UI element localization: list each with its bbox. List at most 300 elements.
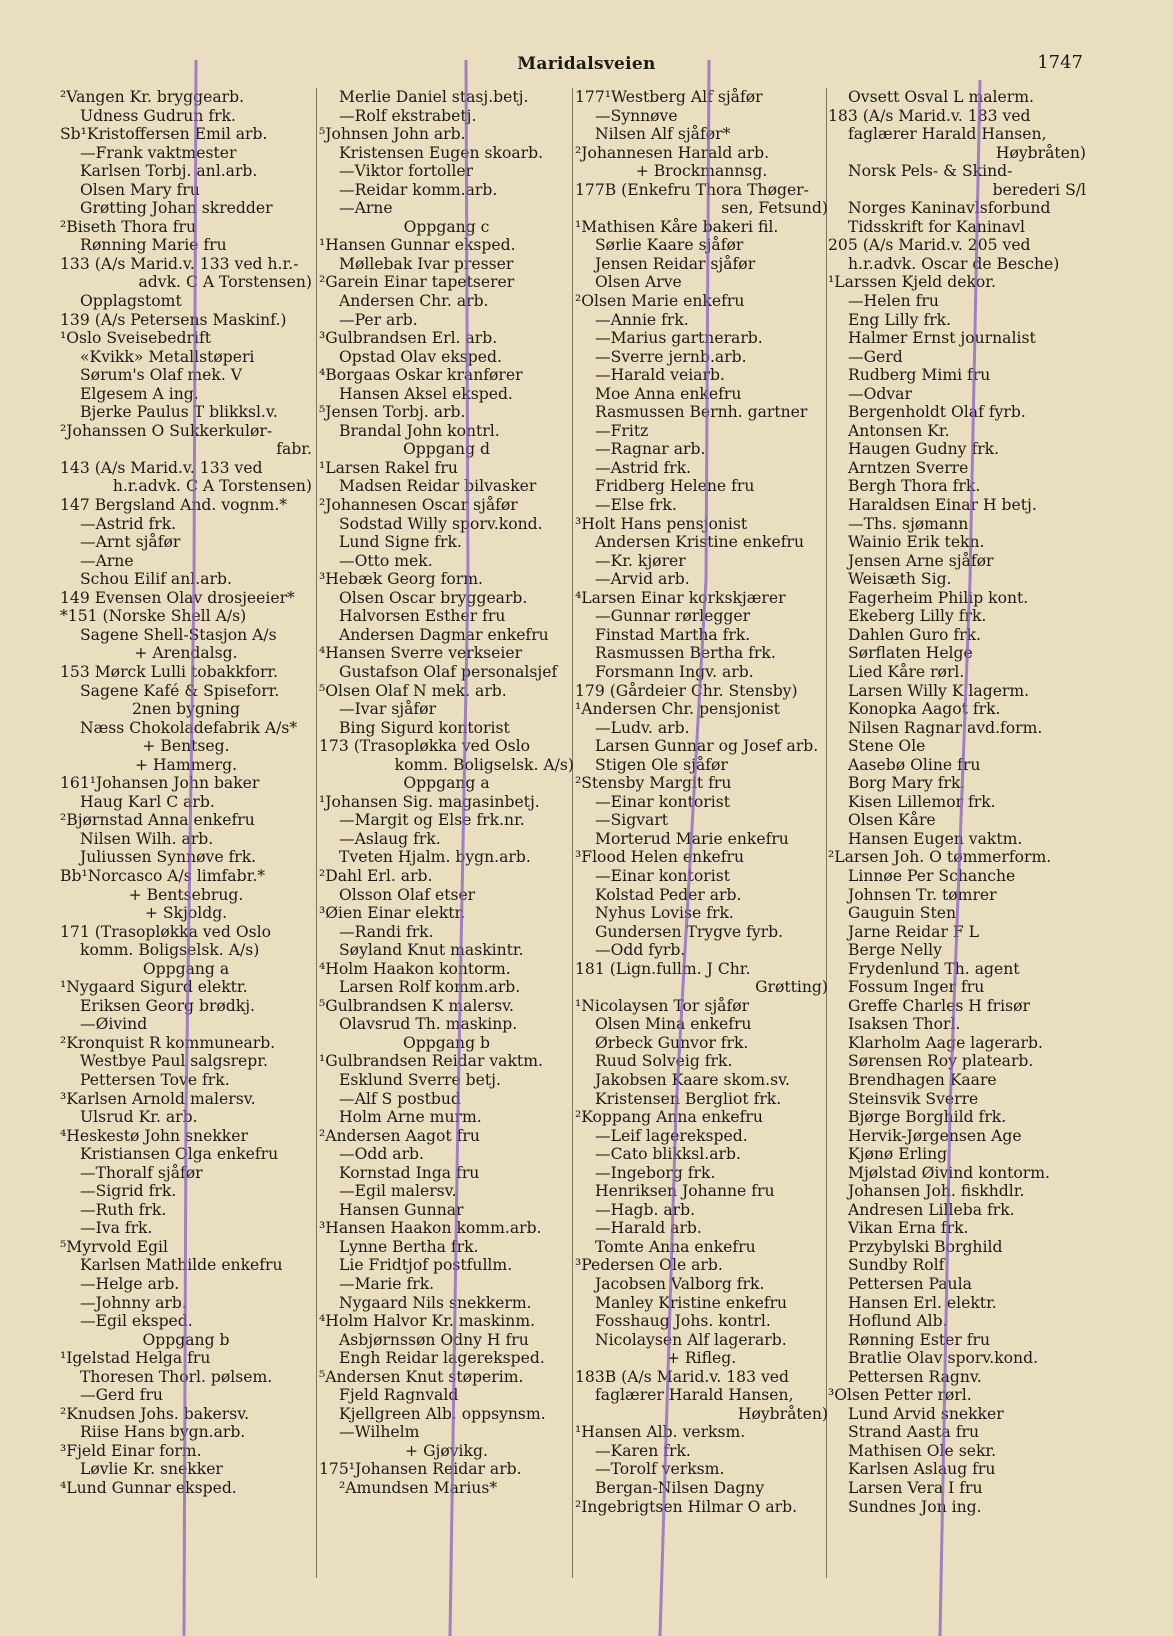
- directory-entry: —Annie frk.: [595, 310, 689, 329]
- directory-entry: ³Hansen Haakon komm.arb.: [319, 1219, 542, 1238]
- column-rule: [316, 88, 317, 1578]
- directory-entry: Borg Mary frk.: [848, 774, 966, 793]
- directory-entry: —Otto mek.: [339, 551, 433, 570]
- directory-entry: Elgesem A ing.: [80, 384, 199, 403]
- directory-entry: 147 Bergsland And. vognm.*: [60, 496, 288, 515]
- directory-entry: Riise Hans bygn.arb.: [80, 1423, 246, 1442]
- directory-entry: Oppgang d: [403, 440, 490, 459]
- directory-entry: Tidsskrift for Kaninavl: [848, 217, 1025, 236]
- directory-entry: ²Johanssen O Sukkerkulør-: [60, 421, 273, 440]
- directory-entry: Søyland Knut maskintr.: [339, 941, 524, 960]
- directory-entry: —Ingeborg frk.: [595, 1163, 716, 1182]
- directory-entry: Høybråten): [737, 1404, 828, 1423]
- directory-entry: Næss Chokoladefabrik A/s*: [80, 718, 298, 737]
- directory-entry: ²Koppang Anna enkefru: [575, 1108, 763, 1127]
- directory-entry: Jakobsen Kaare skom.sv.: [595, 1070, 790, 1089]
- directory-entry: ⁵Gulbrandsen K malersv.: [319, 996, 515, 1015]
- directory-entry: Nilsen Wilh. arb.: [80, 829, 214, 848]
- directory-entry: Weisæth Sig.: [848, 570, 952, 589]
- directory-entry: —Helge arb.: [80, 1275, 180, 1293]
- directory-entry: ¹Hansen Alb. verksm.: [575, 1423, 746, 1442]
- directory-entry: 171 (Trasopløkka ved Oslo: [60, 922, 271, 941]
- directory-entry: Opstad Olav eksped.: [339, 347, 502, 366]
- directory-entry: —Ths. sjømann: [848, 514, 969, 533]
- directory-entry: advk. C A Torstensen): [138, 273, 312, 292]
- directory-entry: Frydenlund Th. agent: [848, 959, 1020, 978]
- directory-entry: Brendhagen Kaare: [848, 1070, 997, 1089]
- directory-entry: —Viktor fortoller: [339, 162, 474, 181]
- directory-entry: Przybylski Borghild: [848, 1237, 1003, 1256]
- directory-entry: Kisen Lillemor frk.: [848, 792, 996, 811]
- directory-entry: ²Dahl Erl. arb.: [319, 866, 433, 885]
- directory-entry: Gauguin Sten: [848, 904, 957, 923]
- directory-entry: h.r.advk. C A Torstensen): [112, 477, 312, 496]
- directory-entry: —Cato blikksl.arb.: [595, 1145, 741, 1164]
- directory-entry: Lund Arvid snekker: [848, 1404, 1004, 1423]
- directory-entry: ³Hebæk Georg form.: [319, 570, 483, 589]
- directory-entry: Kristiansen Olga enkefru: [80, 1145, 279, 1164]
- street-title: Maridalsveien: [517, 54, 656, 74]
- directory-entry: Bb¹Norcasco A/s limfabr.*: [60, 866, 266, 885]
- directory-entry: fabr.: [276, 440, 312, 459]
- directory-entry: —Frank vaktmester: [80, 143, 237, 162]
- directory-entry: Esklund Sverre betj.: [339, 1070, 501, 1089]
- directory-entry: Rasmussen Bertha frk.: [595, 644, 776, 663]
- directory-entry: Nyhus Lovise frk.: [595, 904, 734, 923]
- directory-entry: —Per arb.: [339, 310, 418, 329]
- directory-entry: —Astrid frk.: [80, 514, 177, 533]
- directory-entry: Bing Sigurd kontorist: [339, 718, 510, 737]
- directory-entry: ³Øien Einar elektr.: [319, 904, 466, 923]
- directory-entry: 139 (A/s Petersens Maskinf.): [60, 310, 287, 329]
- directory-entry: ²Larsen Joh. O tømmerform.: [828, 848, 1052, 867]
- directory-entry: Høybråten): [995, 143, 1086, 162]
- directory-entry: Strand Aasta fru: [848, 1423, 980, 1442]
- directory-entry: Løvlie Kr. snekker: [80, 1460, 223, 1479]
- directory-entry: —Iva frk.: [80, 1219, 153, 1238]
- directory-entry: Bratlie Olav sporv.kond.: [848, 1349, 1039, 1368]
- directory-entry: —Odvar: [848, 384, 912, 403]
- directory-entry: «Kvikk» Metallstøperi: [80, 347, 255, 366]
- directory-entry: Udness Gudrun frk.: [80, 106, 236, 125]
- directory-entry: + Rifleg.: [666, 1349, 737, 1368]
- directory-entry: ²Amundsen Marius*: [339, 1479, 498, 1498]
- directory-entry: Bjørge Borghild frk.: [848, 1108, 1007, 1127]
- directory-entry: —Einar kontorist: [595, 792, 730, 811]
- directory-entry: Nilsen Alf sjåfør*: [595, 125, 731, 144]
- directory-entry: Olsen Oscar bryggearb.: [339, 588, 528, 607]
- directory-entry: + Brockmannsg.: [635, 162, 768, 181]
- directory-entry: ⁴Borgaas Oskar kranfører: [319, 366, 523, 385]
- directory-entry: Jarne Reidar F L: [848, 922, 980, 941]
- column-2: [319, 88, 574, 1498]
- directory-entry: Oppgang b: [142, 1330, 230, 1349]
- directory-entry: komm. Boligselsk. A/s): [80, 941, 260, 960]
- directory-entry: Sundby Rolf: [848, 1256, 945, 1275]
- directory-entry: Fossum Inger fru: [848, 978, 985, 997]
- directory-entry: —Helen fru: [848, 292, 939, 311]
- directory-entry: ¹Hansen Gunnar eksped.: [319, 236, 516, 255]
- directory-entry: Halmer Ernst journalist: [848, 329, 1036, 348]
- directory-entry: —Thoralf sjåfør: [80, 1163, 203, 1182]
- directory-entry: Andersen Chr. arb.: [339, 292, 489, 311]
- directory-entry: ²Vangen Kr. bryggearb.: [60, 88, 245, 106]
- directory-entry: Tveten Hjalm. bygn.arb.: [339, 848, 531, 867]
- directory-entry: 161¹Johansen John baker: [60, 774, 260, 793]
- directory-entry: —Wilhelm: [339, 1423, 420, 1442]
- directory-entry: faglærer Harald Hansen,: [848, 125, 1047, 144]
- directory-entry: Sørflaten Helge: [848, 644, 973, 663]
- directory-entry: Aasebø Oline fru: [848, 755, 981, 774]
- directory-entry: —Gerd: [848, 347, 903, 366]
- directory-entry: —Arne: [80, 551, 134, 570]
- directory-entry: Olsson Olaf etser: [339, 885, 476, 904]
- directory-entry: 143 (A/s Marid.v. 133 ved: [60, 458, 263, 477]
- directory-entry: —Gerd fru: [80, 1386, 163, 1405]
- directory-entry: ¹Gulbrandsen Reidar vaktm.: [319, 1052, 543, 1071]
- directory-entry: Gustafson Olaf personalsjef: [339, 662, 558, 681]
- directory-entry: ²Ingebrigtsen Hilmar O arb.: [575, 1497, 798, 1516]
- directory-entry: Larsen Willy K lagerm.: [848, 681, 1030, 700]
- directory-entry: Ørbeck Gunvor frk.: [595, 1033, 749, 1052]
- directory-entry: —Leif lagereksped.: [595, 1126, 748, 1145]
- directory-entry: Finstad Martha frk.: [595, 625, 751, 644]
- directory-entry: Johnsen Tr. tømrer: [848, 885, 997, 904]
- directory-entry: 177¹Westberg Alf sjåfør: [575, 88, 763, 106]
- directory-entry: Juliussen Synnøve frk.: [80, 848, 257, 867]
- directory-entry: sen, Fetsund): [721, 199, 828, 218]
- directory-entry: —Egil eksped.: [80, 1312, 193, 1331]
- directory-entry: ²Biseth Thora fru: [60, 217, 197, 236]
- directory-entry: Sagene Shell-Stasjon A/s: [80, 625, 277, 644]
- directory-entry: ³Flood Helen enkefru: [575, 848, 745, 867]
- directory-entry: ⁵Myrvold Egil: [60, 1237, 168, 1256]
- directory-entry: —Øivind: [80, 1015, 148, 1034]
- directory-entry: Sørensen Roy platearb.: [848, 1052, 1034, 1071]
- directory-entry: ⁵Andersen Knut støperim.: [319, 1367, 524, 1386]
- directory-entry: Hervik-Jørgensen Age: [848, 1126, 1022, 1145]
- directory-entry: Bergenholdt Olaf fyrb.: [848, 403, 1026, 422]
- directory-entry: —Reidar komm.arb.: [339, 180, 498, 199]
- directory-entry: Jacobsen Valborg frk.: [595, 1275, 765, 1293]
- directory-entry: —Karen frk.: [595, 1441, 691, 1460]
- directory-entry: ¹Andersen Chr. pensjonist: [575, 700, 780, 719]
- directory-entry: —Sigrid frk.: [80, 1182, 177, 1201]
- directory-entry: —Rolf ekstrabetj.: [339, 106, 477, 125]
- directory-entry: Andersen Dagmar enkefru: [339, 625, 549, 644]
- directory-entry: —Synnøve: [595, 106, 678, 125]
- directory-entry: Jensen Arne sjåfør: [848, 551, 994, 570]
- directory-entry: —Gunnar rørlegger: [595, 607, 751, 626]
- directory-entry: 153 Mørck Lulli tobakkforr.: [60, 662, 279, 681]
- directory-entry: 183 (A/s Marid.v. 183 ved: [828, 106, 1031, 125]
- directory-entry: Konopka Aagot frk.: [848, 700, 1001, 719]
- directory-entry: ³Pedersen Ole arb.: [575, 1256, 723, 1275]
- directory-entry: Steinsvik Sverre: [848, 1089, 979, 1108]
- directory-entry: 181 (Lign.fullm. J Chr.: [575, 959, 751, 978]
- directory-entry: Rønning Marie fru: [80, 236, 227, 255]
- directory-entry: Moe Anna enkefru: [595, 384, 742, 403]
- directory-entry: —Ivar sjåfør: [339, 700, 437, 719]
- directory-entry: ¹Oslo Sveisebedrift: [60, 329, 211, 348]
- directory-entry: Bergan-Nilsen Dagny: [595, 1479, 765, 1498]
- directory-entry: Jensen Reidar sjåfør: [595, 254, 756, 273]
- directory-entry: Westbye Paul salgsrepr.: [80, 1052, 268, 1071]
- directory-entry: ¹Larsen Rakel fru: [319, 458, 458, 477]
- directory-entry: —Margit og Else frk.nr.: [339, 811, 525, 830]
- directory-entry: Bergh Thora frk.: [848, 477, 981, 496]
- directory-entry: —Torolf verksm.: [595, 1460, 725, 1479]
- directory-entry: ¹Nicolaysen Tor sjåfør: [575, 996, 750, 1015]
- directory-entry: Rønning Ester fru: [848, 1330, 991, 1349]
- directory-entry: Oppgang c: [403, 217, 490, 236]
- directory-entry: Engh Reidar lagereksped.: [339, 1349, 545, 1368]
- directory-entry: Schou Eilif anl.arb.: [80, 570, 232, 589]
- directory-entry: Eng Lilly frk.: [848, 310, 952, 329]
- directory-entry: Lied Kåre rørl.: [848, 662, 965, 681]
- directory-entry: Ulsrud Kr. arb.: [80, 1108, 198, 1127]
- directory-entry: ⁴Lund Gunnar eksped.: [60, 1479, 237, 1498]
- directory-entry: —Ragnar arb.: [595, 440, 706, 459]
- directory-entry: —Einar kontorist: [595, 866, 730, 885]
- directory-entry: Grøtting Johan skredder: [80, 199, 273, 218]
- directory-entry: Stigen Ole sjåfør: [595, 755, 728, 774]
- directory-entry: ³Fjeld Einar form.: [60, 1441, 202, 1460]
- directory-entry: Hansen Eugen vaktm.: [848, 829, 1023, 848]
- directory-entry: Andersen Kristine enkefru: [595, 533, 804, 552]
- directory-entry: Pettersen Paula: [848, 1275, 972, 1293]
- directory-entry: —Hagb. arb.: [595, 1200, 696, 1219]
- directory-entry: 177B (Enkefru Thora Thøger-: [575, 180, 809, 199]
- directory-entry: Grøtting): [755, 978, 828, 997]
- directory-entry: 175¹Johansen Reidar arb.: [319, 1460, 522, 1479]
- directory-entry: Kristensen Bergliot frk.: [595, 1089, 782, 1108]
- directory-entry: + Hammerg.: [134, 755, 238, 774]
- directory-entry: Johansen Joh. fiskhdlr.: [848, 1182, 1025, 1201]
- directory-entry: —Fritz: [595, 421, 649, 440]
- directory-entry: —Marie frk.: [339, 1275, 435, 1293]
- directory-entry: Oppgang b: [403, 1033, 490, 1052]
- column-1: [60, 88, 312, 1498]
- directory-entry: Fjeld Ragnvald: [339, 1386, 459, 1405]
- directory-entry: ²Garein Einar tapetserer: [319, 273, 515, 292]
- directory-entry: + Gjøvikg.: [405, 1441, 488, 1460]
- directory-entry: Kristensen Eugen skoarb.: [339, 143, 544, 162]
- directory-entry: ²Stensby Margit fru: [575, 774, 732, 793]
- directory-entry: Kjellgreen Alb. oppsynsm.: [339, 1404, 546, 1423]
- directory-entry: Olsen Kåre: [848, 811, 936, 830]
- directory-entry: ⁵Jensen Torbj. arb.: [319, 403, 466, 422]
- directory-entry: Ekeberg Lilly frk.: [848, 607, 987, 626]
- directory-entry: 205 (A/s Marid.v. 205 ved: [828, 236, 1031, 255]
- directory-entry: Vikan Erna frk.: [848, 1219, 969, 1238]
- directory-entry: —Aslaug frk.: [339, 829, 441, 848]
- page-number: 1747: [1037, 52, 1083, 73]
- directory-entry: —Arvid arb.: [595, 570, 690, 589]
- directory-entry: Nygaard Nils snekkerm.: [339, 1293, 532, 1312]
- directory-entry: 133 (A/s Marid.v. 133 ved h.r.-: [60, 254, 299, 273]
- directory-entry: Halvorsen Esther fru: [339, 607, 506, 626]
- directory-entry: Wainio Erik tekn.: [848, 533, 985, 552]
- directory-entry: Tomte Anna enkefru: [595, 1237, 756, 1256]
- directory-entry: ¹Nygaard Sigurd elektr.: [60, 978, 248, 997]
- directory-entry: Norges Kaninavlsforbund: [848, 199, 1051, 218]
- directory-entry: ⁴Larsen Einar korkskjærer: [575, 588, 786, 607]
- directory-entry: ³Karlsen Arnold malersv.: [60, 1089, 256, 1108]
- directory-entry: Antonsen Kr.: [848, 421, 950, 440]
- directory-entry: 149 Evensen Olav drosjeeier*: [60, 588, 295, 607]
- directory-entry: —Sigvart: [595, 811, 669, 830]
- directory-entry: ⁴Hansen Sverre verkseier: [319, 644, 523, 663]
- directory-entry: Morterud Marie enkefru: [595, 829, 789, 848]
- directory-entry: Norsk Pels- & Skind-: [848, 162, 1013, 181]
- directory-entry: Greffe Charles H frisør: [848, 996, 1030, 1015]
- directory-entry: + Bentseg.: [142, 737, 230, 756]
- directory-entry: Linnøe Per Schanche: [848, 866, 1016, 885]
- directory-entry: Rasmussen Bernh. gartner: [595, 403, 808, 422]
- directory-entry: Karlsen Aslaug fru: [848, 1460, 996, 1479]
- directory-entry: —Harald veiarb.: [595, 366, 725, 385]
- directory-entry: ²Knudsen Johs. bakersv.: [60, 1404, 250, 1423]
- directory-entry: —Marius gartnerarb.: [595, 329, 763, 348]
- directory-entry: faglærer Harald Hansen,: [595, 1386, 794, 1405]
- directory-entry: Haraldsen Einar H betj.: [848, 496, 1037, 515]
- directory-entry: ⁴Heskestø John snekker: [60, 1126, 248, 1145]
- directory-entry: ¹Igelstad Helga fru: [60, 1349, 211, 1368]
- directory-entry: Larsen Gunnar og Josef arb.: [595, 737, 819, 756]
- directory-entry: 179 (Gårdeier Chr. Stensby): [575, 681, 798, 700]
- directory-entry: 173 (Trasopløkka ved Oslo: [319, 737, 530, 756]
- directory-entry: —Johnny arb.: [80, 1293, 187, 1312]
- directory-entry: Kornstad Inga fru: [339, 1163, 480, 1182]
- directory-entry: Fagerheim Philip kont.: [848, 588, 1029, 607]
- directory-entry: Andresen Lilleba frk.: [848, 1200, 1015, 1219]
- directory-entry: —Arnt sjåfør: [80, 533, 181, 552]
- directory-entry: Gundersen Trygve fyrb.: [595, 922, 784, 941]
- directory-entry: Sb¹Kristoffersen Emil arb.: [60, 125, 268, 144]
- directory-entry: —Astrid frk.: [595, 458, 692, 477]
- directory-entry: ³Olsen Petter rørl.: [828, 1386, 972, 1405]
- directory-entry: Dahlen Guro frk.: [848, 625, 981, 644]
- directory-entry: Sagene Kafé & Spiseforr.: [80, 681, 280, 700]
- directory-entry: Hansen Erl. elektr.: [848, 1293, 997, 1312]
- directory-entry: Madsen Reidar bilvasker: [339, 477, 537, 496]
- directory-entry: Ovsett Osval L malerm.: [848, 88, 1034, 106]
- directory-entry: ²Olsen Marie enkefru: [575, 292, 745, 311]
- directory-entry: ⁵Olsen Olaf N mek. arb.: [319, 681, 507, 700]
- directory-entry: Fosshaug Johs. kontrl.: [595, 1312, 771, 1331]
- page-header: [0, 52, 1173, 80]
- directory-entry: berederi S/l: [992, 180, 1086, 199]
- directory-entry: + Arendalsg.: [134, 644, 238, 663]
- directory-entry: Larsen Rolf komm.arb.: [339, 978, 521, 997]
- directory-entry: —Randi frk.: [339, 922, 434, 941]
- directory-entry: Olavsrud Th. maskinp.: [339, 1015, 518, 1034]
- directory-entry: —Egil malersv.: [339, 1182, 457, 1201]
- directory-entry: Manley Kristine enkefru: [595, 1293, 788, 1312]
- directory-entry: Larsen Vera I fru: [848, 1479, 983, 1498]
- directory-entry: Asbjørnssøn Odny H fru: [339, 1330, 529, 1349]
- directory-entry: Oppgang a: [403, 774, 490, 793]
- directory-entry: Lynne Bertha frk.: [339, 1237, 479, 1256]
- directory-entry: + Skjoldg.: [144, 904, 228, 923]
- directory-entry: Fridberg Helene fru: [595, 477, 755, 496]
- directory-entry: h.r.advk. Oscar de Besche): [848, 254, 1060, 273]
- directory-entry: Merlie Daniel stasj.betj.: [339, 88, 529, 106]
- directory-entry: Bjerke Paulus T blikksl.v.: [80, 403, 278, 422]
- directory-entry: Kjønø Erling: [848, 1145, 948, 1164]
- directory-entry: Eriksen Georg brødkj.: [80, 996, 256, 1015]
- directory-entry: —Odd arb.: [339, 1145, 424, 1164]
- directory-entry: ³Gulbrandsen Erl. arb.: [319, 329, 498, 348]
- directory-entry: 183B (A/s Marid.v. 183 ved: [575, 1367, 789, 1386]
- directory-entry: —Ruth frk.: [80, 1200, 167, 1219]
- directory-entry: —Odd fyrb.: [595, 941, 686, 960]
- directory-entry: Sørlie Kaare sjåfør: [595, 236, 744, 255]
- directory-entry: ²Kronquist R kommunearb.: [60, 1033, 276, 1052]
- directory-entry: Berge Nelly: [848, 941, 942, 960]
- directory-entry: Oppgang a: [142, 959, 230, 978]
- directory-entry: Olsen Mary fru: [80, 180, 200, 199]
- directory-entry: Brandal John kontrl.: [339, 421, 500, 440]
- directory-entry: Haugen Gudny frk.: [848, 440, 1000, 459]
- directory-entry: Henriksen Johanne fru: [595, 1182, 775, 1201]
- directory-entry: ⁴Holm Haakon kontorm.: [319, 959, 511, 978]
- directory-entry: Hansen Gunnar: [339, 1200, 464, 1219]
- directory-entry: Klarholm Aage lagerarb.: [848, 1033, 1043, 1052]
- directory-entry: Møllebak Ivar presser: [339, 254, 514, 273]
- directory-entry: Thoresen Thorl. pølsem.: [80, 1367, 273, 1386]
- directory-entry: Opplagstomt: [80, 292, 182, 311]
- directory-entry: Holm Arne murm.: [339, 1108, 482, 1127]
- directory-entry: —Kr. kjører: [595, 551, 686, 570]
- directory-entry: —Harald arb.: [595, 1219, 702, 1238]
- directory-entry: Isaksen Thorl.: [848, 1015, 961, 1034]
- directory-entry: Arntzen Sverre: [848, 458, 969, 477]
- directory-entry: Sundnes Jon ing.: [848, 1497, 982, 1516]
- directory-entry: Rudberg Mimi fru: [848, 366, 991, 385]
- directory-entry: Kolstad Peder arb.: [595, 885, 742, 904]
- directory-entry: Mathisen Ole sekr.: [848, 1441, 997, 1460]
- directory-entry: Olsen Mina enkefru: [595, 1015, 752, 1034]
- directory-entry: Hoflund Alb.: [848, 1312, 948, 1331]
- directory-entry: ¹Johansen Sig. magasinbetj.: [319, 792, 540, 811]
- directory-entry: —Sverre jernb.arb.: [595, 347, 747, 366]
- directory-entry: —Arne: [339, 199, 393, 218]
- directory-entry: Nicolaysen Alf lagerarb.: [595, 1330, 787, 1349]
- directory-entry: Lie Fridtjof postfullm.: [339, 1256, 513, 1275]
- directory-entry: ⁵Johnsen John arb.: [319, 125, 466, 144]
- directory-entry: Lund Signe frk.: [339, 533, 462, 552]
- directory-entry: Karlsen Torbj. anl.arb.: [80, 162, 258, 181]
- directory-entry: ²Johannesen Oscar sjåfør: [319, 496, 518, 515]
- directory-entry: Mjølstad Øivind kontorm.: [848, 1163, 1050, 1182]
- directory-entry: Karlsen Mathilde enkefru: [80, 1256, 283, 1275]
- column-4: [828, 88, 1086, 1516]
- directory-entry: komm. Boligselsk. A/s): [394, 755, 574, 774]
- directory-entry: 2nen bygning: [131, 700, 241, 719]
- directory-entry: ³Holt Hans pensjonist: [575, 514, 748, 533]
- directory-entry: Nilsen Ragnar avd.form.: [848, 718, 1043, 737]
- directory-entry: Pettersen Tove frk.: [80, 1070, 230, 1089]
- directory-entry: ¹Mathisen Kåre bakeri fil.: [575, 217, 779, 236]
- directory-entry: Haug Karl C arb.: [80, 792, 215, 811]
- directory-entry: —Else frk.: [595, 496, 677, 515]
- directory-entry: Sodstad Willy sporv.kond.: [339, 514, 543, 533]
- directory-entry: Olsen Arve: [595, 273, 682, 292]
- directory-entry: Stene Ole: [848, 737, 926, 756]
- directory-entry: ¹Larssen Kjeld dekor.: [828, 273, 996, 292]
